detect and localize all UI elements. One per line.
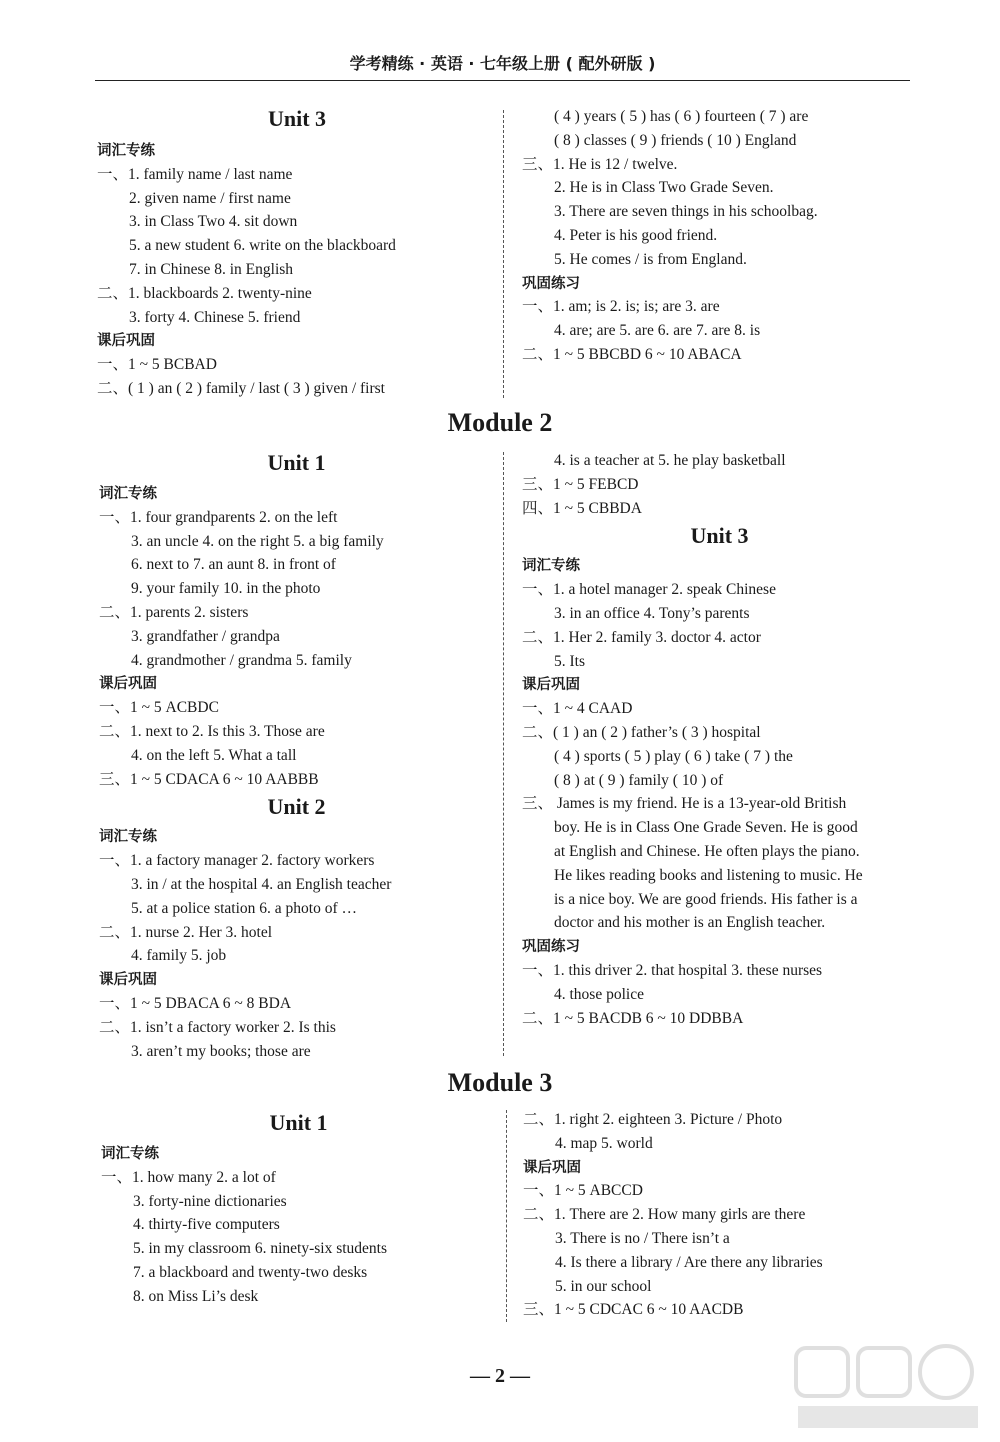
section-heading: 巩固练习 xyxy=(522,275,580,292)
answer-line: 一、1 ~ 5 ABCCD xyxy=(523,1182,643,1200)
answer-line: boy. He is in Class One Grade Seven. He is good xyxy=(554,819,858,837)
section-heading: 词汇专练 xyxy=(97,143,155,159)
answer-line: 一、1 ~ 4 CAAD xyxy=(522,700,633,718)
answer-line: 二、( 1 ) an ( 2 ) family / last ( 3 ) given / first xyxy=(97,380,385,397)
answer-line: 四、1 ~ 5 CBBDA xyxy=(522,499,642,517)
answer-line: He likes reading books and listening to music. He xyxy=(554,866,863,884)
answer-line: 4. Peter is his good friend. xyxy=(554,227,718,244)
answer-line: 三、1. He is 12 / twelve. xyxy=(522,155,678,173)
answer-line: 7. a blackboard and twenty-two desks xyxy=(133,1264,368,1281)
section-heading: 课后巩固 xyxy=(99,676,157,693)
answer-line: ( 8 ) at ( 9 ) family ( 10 ) of xyxy=(554,771,724,789)
unit-title: Unit 3 xyxy=(267,106,327,131)
answer-line: 二、( 1 ) an ( 2 ) father’s ( 3 ) hospital xyxy=(522,724,761,741)
answer-line: 一、1. family name / last name xyxy=(97,165,293,183)
answer-line: 3. forty-nine dictionaries xyxy=(133,1192,287,1210)
answer-line: 二、1. There are 2. How many girls are there xyxy=(523,1206,806,1224)
answer-line: 3. in an office 4. Tony’s parents xyxy=(554,605,750,622)
answer-line: 5. in my classroom 6. ninety-six students xyxy=(133,1240,388,1258)
running-header: 学考精练 · 英语 · 七年级上册 ( 配外研版 ) xyxy=(349,54,656,73)
section-heading: 词汇专练 xyxy=(99,829,157,846)
answer-line: 3. There is no / There isn’t a xyxy=(555,1230,730,1247)
answer-line: ( 4 ) years ( 5 ) has ( 6 ) fourteen ( 7 ) are xyxy=(554,108,809,125)
answer-line: 4. on the left 5. What a tall xyxy=(131,746,297,764)
answer-line: 二、1 ~ 5 BBCBD 6 ~ 10 ABACA xyxy=(522,346,742,363)
answer-line: 三、 James is my friend. He is a 13-year-old British xyxy=(522,795,847,813)
module-2-title: Module 2 xyxy=(447,408,553,437)
column-divider xyxy=(503,110,504,398)
answer-line: 3. in Class Two 4. sit down xyxy=(129,213,298,231)
answer-line: 5. Its xyxy=(554,652,585,670)
answer-line: 二、1. parents 2. sisters xyxy=(99,604,249,621)
answer-line: 三、1 ~ 5 FEBCD xyxy=(522,475,639,493)
answer-line: 一、1 ~ 5 BCBAD xyxy=(97,356,217,374)
answer-line: 一、1. how many 2. a lot of xyxy=(101,1168,276,1186)
answer-line: 4. thirty-five computers xyxy=(133,1216,280,1234)
answer-line: 二、1. blackboards 2. twenty-nine xyxy=(97,284,312,302)
answer-line: 二、1 ~ 5 BACDB 6 ~ 10 DDBBA xyxy=(522,1009,744,1027)
page-number: — 2 — xyxy=(470,1365,530,1387)
answer-line: 9. your family 10. in the photo xyxy=(131,580,321,598)
answer-line: 5. He comes / is from England. xyxy=(554,250,747,268)
column-divider xyxy=(503,452,504,1056)
answer-line: 4. those police xyxy=(554,985,644,1003)
answer-line: ( 8 ) classes ( 9 ) friends ( 10 ) England xyxy=(554,131,797,149)
answer-line: 5. at a police station 6. a photo of … xyxy=(131,899,357,917)
answer-line: 一、1. a factory manager 2. factory workers xyxy=(99,852,375,870)
module-3-title: Module 3 xyxy=(447,1068,553,1097)
answer-line: 4. are; are 5. are 6. are 7. are 8. is xyxy=(554,322,761,340)
answer-line: 6. next to 7. an aunt 8. in front of xyxy=(131,556,336,574)
answer-line: ( 4 ) sports ( 5 ) play ( 6 ) take ( 7 ) the xyxy=(554,747,793,765)
answer-line: at English and Chinese. He often plays the piano. xyxy=(554,843,860,860)
answer-line: is a nice boy. We are good friends. His father is a xyxy=(554,890,858,908)
answer-line: 2. He is in Class Two Grade Seven. xyxy=(554,179,774,197)
answer-line: 3. There are seven things in his schoolbag. xyxy=(554,203,818,221)
watermark-logo xyxy=(788,1342,988,1432)
section-heading: 词汇专练 xyxy=(522,558,580,575)
section-heading: 课后巩固 xyxy=(97,333,155,350)
answer-line: 一、1 ~ 5 DBACA 6 ~ 8 BDA xyxy=(99,995,292,1012)
answer-line: 4. Is there a library / Are there any libraries xyxy=(555,1253,823,1271)
answer-line: 二、1. nurse 2. Her 3. hotel xyxy=(99,923,273,941)
unit-title: Unit 1 xyxy=(269,1110,328,1135)
section-heading: 课后巩固 xyxy=(522,677,580,694)
answer-line: 二、1. right 2. eighteen 3. Picture / Photo xyxy=(523,1111,783,1128)
unit-title: Unit 2 xyxy=(267,794,326,820)
section-heading: 词汇专练 xyxy=(101,1146,159,1162)
unit-title: Unit 1 xyxy=(267,450,326,475)
answer-line: 一、1. four grandparents 2. on the left xyxy=(99,508,338,526)
answer-line: 二、1. isn’t a factory worker 2. Is this xyxy=(99,1018,336,1036)
answer-line: 4. family 5. job xyxy=(131,947,227,965)
answer-line: 3. grandfather / grandpa xyxy=(131,627,280,645)
answer-line: 2. given name / first name xyxy=(129,189,291,207)
answer-line: 一、1. am; is 2. is; is; are 3. are xyxy=(522,298,720,316)
answer-line: 二、1. Her 2. family 3. doctor 4. actor xyxy=(522,628,761,646)
section-heading: 巩固练习 xyxy=(522,939,580,956)
answer-line: 一、1. a hotel manager 2. speak Chinese xyxy=(522,581,776,599)
answer-line: 5. a new student 6. write on the blackboard xyxy=(129,237,396,255)
header-rule xyxy=(95,80,910,81)
answer-line: 3. aren’t my books; those are xyxy=(131,1042,311,1060)
section-heading: 课后巩固 xyxy=(99,972,157,989)
answer-line: 一、1. this driver 2. that hospital 3. these nurses xyxy=(522,962,823,979)
answer-line: 4. grandmother / grandma 5. family xyxy=(131,651,352,669)
column-divider xyxy=(506,1110,507,1322)
answer-line: 三、1 ~ 5 CDACA 6 ~ 10 AABBB xyxy=(99,770,319,788)
answer-line: 7. in Chinese 8. in English xyxy=(129,261,294,278)
section-heading: 课后巩固 xyxy=(523,1159,581,1176)
section-heading: 词汇专练 xyxy=(99,486,157,502)
answer-line: 三、1 ~ 5 CDCAC 6 ~ 10 AACDB xyxy=(523,1301,744,1319)
answer-line: 3. an uncle 4. on the right 5. a big family xyxy=(131,532,384,550)
answer-line: 一、1 ~ 5 ACBDC xyxy=(99,699,219,717)
answer-line: 3. forty 4. Chinese 5. friend xyxy=(129,308,301,326)
answer-line: doctor and his mother is an English teacher. xyxy=(554,914,826,932)
unit-title: Unit 3 xyxy=(690,523,749,549)
answer-line: 5. in our school xyxy=(555,1277,652,1295)
answer-line: 4. map 5. world xyxy=(555,1134,653,1152)
answer-line: 3. in / at the hospital 4. an English teacher xyxy=(131,876,392,893)
answer-line: 8. on Miss Li’s desk xyxy=(133,1287,259,1305)
answer-line: 二、1. next to 2. Is this 3. Those are xyxy=(99,723,325,740)
answer-line: 4. is a teacher at 5. he play basketball xyxy=(554,452,786,469)
